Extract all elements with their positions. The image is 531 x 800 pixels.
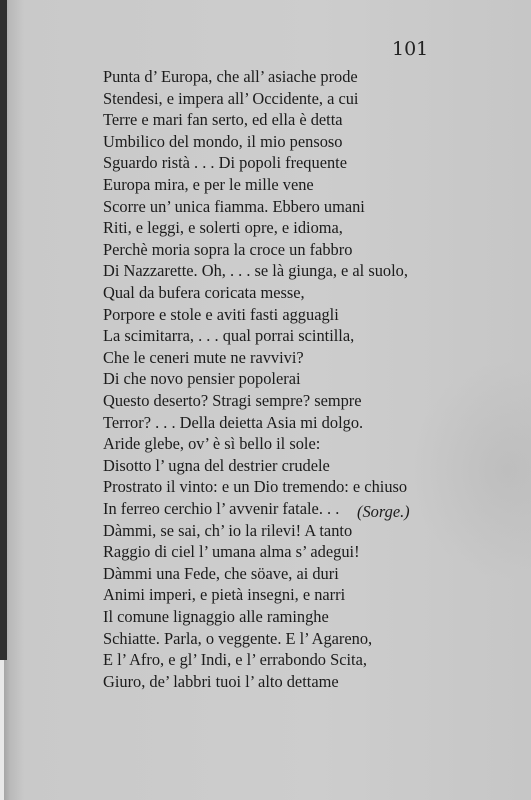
verse-line: Di che novo pensier popolerai bbox=[103, 369, 301, 389]
verse-line: Prostrato il vinto: e un Dio tremendo: e chiuso bbox=[103, 477, 408, 497]
verse-line: La scimitarra, . . . qual porrai scintilla, bbox=[103, 326, 355, 346]
verse-line: Stendesi, e impera all’ Occidente, a cui bbox=[103, 88, 359, 108]
verse-line: Animi imperi, e pietà insegni, e narri bbox=[103, 585, 346, 605]
verse-line: Perchè moria sopra la croce un fabbro bbox=[103, 239, 353, 259]
verse-line: Schiatte. Parla, o veggente. E l’ Agareno, bbox=[103, 628, 373, 648]
verse-line: Raggio di ciel l’ umana alma s’ adegui! bbox=[103, 542, 360, 562]
verse-line: Di Nazzarette. Oh, . . . se là giunga, e al suolo, bbox=[103, 261, 408, 281]
verse-line: Il comune lignaggio alle raminghe bbox=[103, 607, 329, 626]
verse-line: Dàmmi, se sai, ch’ io la rilevi! A tanto bbox=[103, 520, 353, 540]
verse-line: Scorre un’ unica fiamma. Ebbero umani bbox=[103, 196, 365, 216]
verse-line: Giuro, de’ labbri tuoi l’ alto dettame bbox=[103, 671, 339, 691]
verse-line: Terre e mari fan serto, ed ella è detta bbox=[103, 110, 343, 130]
verse-line: In ferreo cerchio l’ avvenir fatale. . . bbox=[103, 499, 340, 518]
verse-line: Sguardo ristà . . . Di popoli frequente bbox=[103, 153, 347, 173]
page-number: 101 bbox=[392, 38, 429, 60]
verse-line: Che le ceneri mute ne ravvivi? bbox=[103, 347, 304, 367]
stage-direction: (Sorge.) bbox=[357, 502, 410, 521]
verse-line: Umbilico del mondo, il mio pensoso bbox=[103, 131, 343, 151]
ink-bleed-through bbox=[411, 360, 531, 580]
verse-line: Punta d’ Europa, che all’ asiache prode bbox=[103, 67, 358, 86]
verse-line: Questo deserto? Stragi sempre? sempre bbox=[103, 391, 362, 410]
book-spine-shadow bbox=[0, 0, 7, 660]
verse-line: Porpore e stole e aviti fasti agguagli bbox=[103, 304, 339, 324]
verse-line: Qual da bufera coricata messe, bbox=[103, 283, 305, 302]
verse-line: E l’ Afro, e gl’ Indi, e l’ errabondo Scita, bbox=[103, 650, 367, 670]
verse-line: Dàmmi una Fede, che söave, ai duri bbox=[103, 563, 339, 583]
verse-line: Aride glebe, ov’ è sì bello il sole: bbox=[103, 434, 321, 454]
verse-line: Riti, e leggi, e solerti opre, e idioma, bbox=[103, 218, 343, 238]
verse-line: Terror? . . . Della deietta Asia mi dolgo. bbox=[103, 412, 364, 432]
verse-line: Disotto l’ ugna del destrier crudele bbox=[103, 455, 330, 475]
page-edge bbox=[0, 660, 4, 800]
verse-line: Europa mira, e per le mille vene bbox=[103, 175, 314, 194]
